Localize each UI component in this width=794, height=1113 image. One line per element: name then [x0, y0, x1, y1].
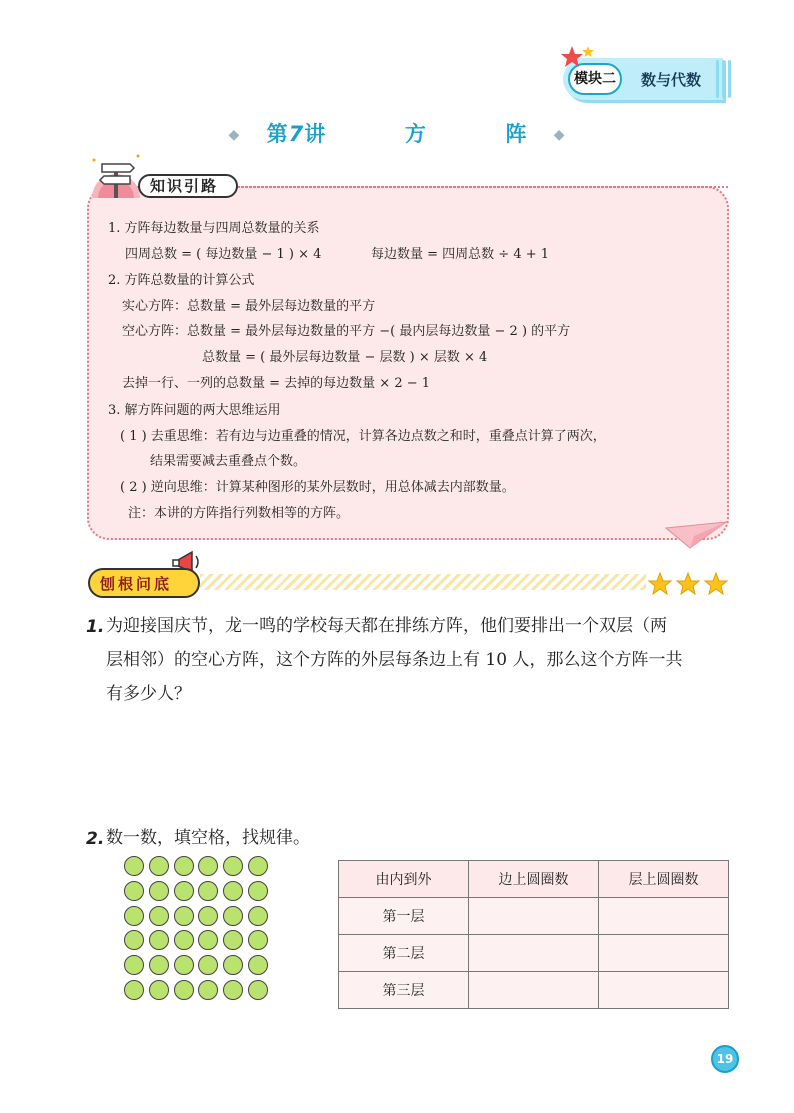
table-cell: 第二层	[339, 935, 469, 972]
table-cell: 第一层	[339, 898, 469, 935]
lecture-title-char: 方	[404, 122, 427, 146]
difficulty-stars-icon	[648, 572, 730, 596]
knowledge-line: 2. 方阵总数量的计算公式	[108, 273, 255, 288]
grid-circle	[124, 930, 144, 950]
grid-circle	[223, 906, 243, 926]
grid-circle	[174, 881, 194, 901]
grid-circle	[198, 980, 218, 1000]
tab-stripe	[722, 60, 725, 98]
answer-table	[338, 860, 729, 1009]
problem-number: 2.	[86, 829, 105, 849]
tab-stripe	[728, 60, 731, 98]
circle-grid	[124, 856, 274, 1006]
table-header: 边上圆圈数	[469, 861, 599, 898]
grid-circle	[223, 881, 243, 901]
table-header: 由内到外	[339, 861, 469, 898]
tab-stripe	[716, 60, 719, 98]
knowledge-line: 实心方阵：总数量 = 最外层每边数量的平方	[122, 299, 376, 314]
knowledge-line: 四周总数 = ( 每边数量 − 1 ) × 4	[125, 247, 322, 262]
table-row	[339, 898, 729, 935]
grid-circle	[124, 955, 144, 975]
diamond-icon: ◆	[228, 127, 241, 143]
problem-text: 层相邻）的空心方阵，这个方阵的外层每条边上有 10 人，那么这个方阵一共	[106, 650, 683, 670]
lecture-number: 7	[288, 122, 305, 146]
table-header-row	[339, 861, 729, 898]
grid-circle	[223, 856, 243, 876]
lecture-prefix: 第	[266, 122, 289, 146]
grid-circle	[223, 980, 243, 1000]
lecture-title-char: 阵	[505, 122, 528, 146]
problem-text: 有多少人？	[106, 684, 191, 704]
star-icon	[560, 44, 596, 72]
lecture-title	[0, 118, 794, 148]
grid-circle	[149, 955, 169, 975]
signpost-icon	[86, 150, 146, 200]
paper-plane-icon	[664, 514, 728, 554]
module-subject: 数与代数	[640, 71, 701, 89]
grid-circle	[149, 930, 169, 950]
knowledge-line: 空心方阵：总数量 = 最外层每边数量的平方 −( 最内层每边数量 − 2 ) 的平方	[122, 324, 571, 339]
knowledge-line: 注：本讲的方阵指行列数相等的方阵。	[128, 506, 350, 521]
table-cell-blank[interactable]	[469, 972, 599, 1009]
knowledge-line: 结果需要减去重叠点个数。	[150, 454, 307, 469]
grid-circle	[248, 856, 268, 876]
grid-circle	[248, 955, 268, 975]
table-cell-blank[interactable]	[599, 935, 729, 972]
grid-circle	[149, 881, 169, 901]
grid-circle	[124, 881, 144, 901]
grid-circle	[223, 930, 243, 950]
section-stripe	[200, 574, 646, 590]
grid-circle	[248, 906, 268, 926]
knowledge-line: 每边数量 = 四周总数 ÷ 4 + 1	[371, 247, 550, 262]
knowledge-line: 去掉一行、一列的总数量 = 去掉的每边数量 × 2 − 1	[122, 376, 431, 391]
problem-text: 数一数，填空格，找规律。	[106, 828, 310, 848]
table-cell: 第三层	[339, 972, 469, 1009]
knowledge-line: ( 1 ) 去重思维：若有边与边重叠的情况，计算各边点数之和时，重叠点计算了两次，	[120, 429, 606, 444]
grid-circle	[149, 906, 169, 926]
table-header: 层上圆圈数	[599, 861, 729, 898]
knowledge-line: ( 2 ) 逆向思维：计算某种图形的某外层数时，用总体减去内部数量。	[120, 480, 515, 495]
grid-circle	[174, 930, 194, 950]
table-cell-blank[interactable]	[599, 972, 729, 1009]
table-row	[339, 972, 729, 1009]
table-cell-blank[interactable]	[599, 898, 729, 935]
problem-number: 1.	[86, 617, 105, 637]
lecture-word: 讲	[304, 122, 327, 146]
grid-circle	[174, 980, 194, 1000]
grid-circle	[248, 980, 268, 1000]
grid-circle	[248, 881, 268, 901]
grid-circle	[124, 856, 144, 876]
table-row	[339, 935, 729, 972]
module-label: 模块二	[568, 63, 622, 95]
grid-circle	[198, 930, 218, 950]
grid-circle	[198, 881, 218, 901]
table-cell-blank[interactable]	[469, 898, 599, 935]
grid-circle	[198, 906, 218, 926]
page-number: 19	[711, 1045, 739, 1073]
grid-circle	[198, 955, 218, 975]
grid-circle	[223, 955, 243, 975]
knowledge-line: 总数量 = ( 最外层每边数量 − 层数 ) × 层数 × 4	[202, 350, 488, 365]
grid-circle	[174, 856, 194, 876]
grid-circle	[174, 906, 194, 926]
section-heading: 刨根问底	[100, 575, 173, 593]
grid-circle	[149, 980, 169, 1000]
grid-circle	[124, 906, 144, 926]
diamond-icon: ◆	[553, 127, 566, 143]
grid-circle	[248, 930, 268, 950]
grid-circle	[124, 980, 144, 1000]
knowledge-line: 1. 方阵每边数量与四周总数量的关系	[108, 221, 320, 236]
problem-text: 为迎接国庆节，龙一鸣的学校每天都在排练方阵，他们要排出一个双层（两	[106, 616, 667, 636]
grid-circle	[149, 856, 169, 876]
grid-circle	[174, 955, 194, 975]
divider	[238, 186, 728, 188]
knowledge-heading: 知识引路	[150, 177, 219, 195]
knowledge-line: 3. 解方阵问题的两大思维运用	[108, 403, 281, 418]
grid-circle	[198, 856, 218, 876]
table-cell-blank[interactable]	[469, 935, 599, 972]
